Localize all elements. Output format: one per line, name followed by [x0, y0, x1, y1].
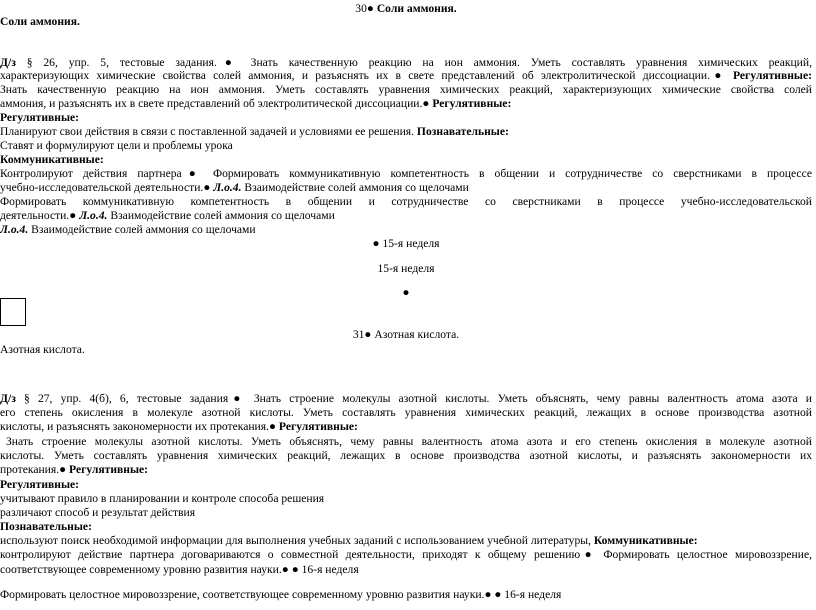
bullet-icon: ● [216, 56, 240, 69]
text-line-6: Планируют свои действия в связи с поставленной задачей и условиями ее решения. Познавательные: [0, 125, 509, 138]
bullet-icon: ● [580, 548, 597, 561]
hw2-line-2: его степень окисления в молекуле азотной кислоты. Уметь составлять уравнения химических реакций, лежащих в основе производства азотной [0, 406, 812, 419]
lesson-30-title: 30● Соли аммония. [355, 2, 457, 15]
text2-line-5: кислоты. Уметь составлять уравнения химических реакций, лежащих в основе производства азотной кислоты, и разъяснять закономерности их [0, 449, 812, 462]
text2-line-12: контролируют действие партнера договариваются о совместной деятельности, приходят к общему решению● Формировать целостное мировоззрение, [0, 548, 812, 561]
text-line-13: Л.о.4. Взаимодействие солей аммония со щелочами [0, 223, 256, 236]
hw-line-2: характеризующих химические свойства солей аммония, и разъяснять их в свете представлений об электролитической диссоциации.● Регулятивные: [0, 69, 812, 82]
bullet-icon: ● [69, 209, 77, 222]
bullet-icon: ● [422, 97, 430, 110]
text-line-3: Знать качественную реакцию на ион аммония. Уметь составлять уравнения химических реакций, характеризующих химические свойства солей [0, 83, 812, 96]
label-communicative: Коммуникативные: [0, 153, 104, 166]
heading-nitric-acid: Азотная кислота. [0, 343, 85, 356]
bullet-icon: ● [281, 563, 289, 576]
bullet-icon: ● [366, 2, 374, 15]
hw2-line-1: Д/з § 27, упр. 4(б), 6, тестовые задания● Знать строение молекулы азотной кислоты. Уметь объяснять, чему равны валентность атома азота и [0, 392, 812, 405]
text2-line-4: Знать строение молекулы азотной кислоты. Уметь объяснять, чему равны валентность атома азота и его степень окисления в молекуле азотной [6, 435, 812, 448]
week-label-2: 15-я неделя [377, 262, 435, 275]
week-label-1: ● 15-я неделя [372, 237, 440, 250]
text-line-10: учебно-исследовательской деятельности.● Л.о.4. Взаимодействие солей аммония со щелочами [0, 181, 469, 194]
text2-line-9: различают способ и результат действия [0, 506, 196, 519]
hw2-line-3: кислоты, и разъяснять закономерности их протекания.● Регулятивные: [0, 420, 358, 433]
bullet-icon: ● [364, 328, 372, 341]
bullet-icon: ● [269, 420, 277, 433]
label-cognitive: Познавательные: [0, 520, 92, 533]
empty-box [0, 298, 26, 326]
text-line-12: деятельности.● Л.о.4. Взаимодействие солей аммония со щелочами [0, 209, 335, 222]
text2-line-6: протекания.● Регулятивные: [0, 463, 149, 476]
bullet-icon: ● [59, 463, 67, 476]
bullet-icon: ● [709, 69, 726, 82]
label-regulative: Регулятивные: [0, 111, 79, 124]
bullet-icon: ● [228, 392, 246, 405]
text2-line-8: учитывают правило в планировании и контроле способа решения [0, 492, 325, 505]
bullet-icon: ● [484, 588, 492, 601]
text-line-7: Ставят и формулируют цели и проблемы урока [0, 139, 233, 152]
bullet-icon: ● [494, 588, 502, 601]
text-line-11: Формировать коммуникативную компетентность в общении и сотрудничестве со сверстниками в процессе учебно-исследовательской [0, 195, 812, 208]
text2-line-13: соответствующее современному уровню развития науки.● ● 16-я неделя [0, 563, 359, 576]
bullet-icon: ● [372, 237, 380, 250]
text2-line-11: используют поиск необходимой информации для выполнения учебных заданий с использованием учебной литературы, Коммуникативные: [0, 534, 698, 547]
label-regulative-2: Регулятивные: [0, 478, 79, 491]
text-line-4: аммония, и разъяснять их в свете представлений об электролитической диссоциации.● Регулятивные: [0, 97, 512, 110]
bullet-icon: ● [402, 286, 410, 299]
bullet-icon: ● [181, 167, 203, 180]
hw-line-1: Д/з § 26, упр. 5, тестовые задания.● Знать качественную реакцию на ион аммония. Уметь составлять уравнения химических реакций, [0, 56, 812, 69]
heading-salts: Соли аммония. [0, 15, 80, 28]
lesson-31-title: 31● Азотная кислота. [352, 328, 460, 341]
text2-line-14: Формировать целостное мировоззрение, соответствующее современному уровню развития науки.● ● 16-я неделя [0, 588, 562, 601]
bullet-icon: ● [291, 563, 299, 576]
text-line-9: Контролируют действия партнера● Формировать коммуникативную компетентность в общении и сотрудничестве со сверстниками в процессе [0, 167, 812, 180]
bullet-icon: ● [203, 181, 211, 194]
